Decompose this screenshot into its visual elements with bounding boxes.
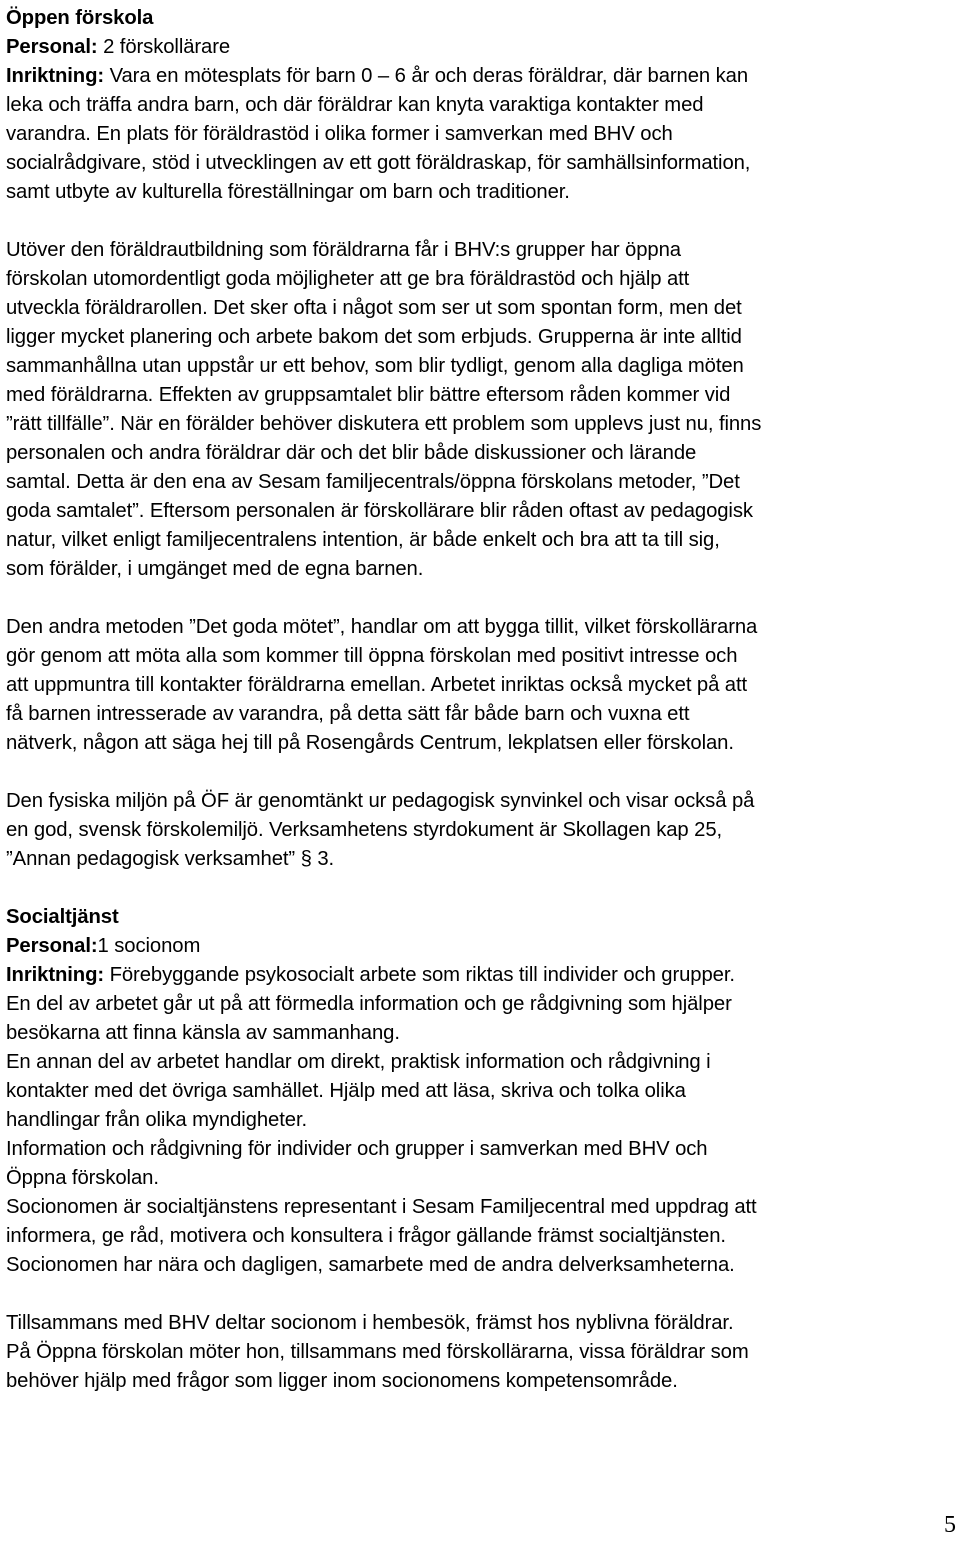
text-line: gör genom att möta alla som kommer till öppna förskolan med positivt intresse och: [6, 645, 738, 667]
text-line: ”rätt tillfälle”. När en förälder behöver diskutera ett problem som upplevs just nu, finns: [6, 413, 762, 435]
text-line: Socionomen är socialtjänstens representant i Sesam Familjecentral med uppdrag att: [6, 1196, 757, 1218]
text-line: Öppna förskolan.: [6, 1167, 159, 1189]
text-line: med föräldrarna. Effekten av gruppsamtalet blir bättre eftersom råden kommer vid: [6, 384, 731, 406]
paragraph-spacer: [6, 758, 958, 787]
text-line: informera, ge råd, motivera och konsultera i frågor gällande främst socialtjänsten.: [6, 1225, 726, 1247]
text-line: En del av arbetet går ut på att förmedla information och ge rådgivning som hjälper: [6, 993, 732, 1015]
focus-text: Förebyggande psykosocialt arbete som riktas till individer och grupper.: [104, 964, 735, 986]
focus-label: Inriktning:: [6, 964, 105, 986]
text-line: ligger mycket planering och arbete bakom det som erbjuds. Grupperna är inte alltid: [6, 326, 742, 348]
text-line: goda samtalet”. Eftersom personalen är förskollärare blir råden oftast av pedagogisk: [6, 500, 753, 522]
text-line: förskolan utomordentligt goda möjligheter att ge bra föräldrastöd och hjälp att: [6, 268, 690, 290]
text-line: En annan del av arbetet handlar om direkt, praktisk information och rådgivning i: [6, 1051, 711, 1073]
text-line: Utöver den föräldrautbildning som föräldrarna får i BHV:s grupper har öppna: [6, 239, 681, 261]
staff-label: Personal:: [6, 36, 98, 58]
text-line: kontakter med det övriga samhället. Hjälp med att läsa, skriva och tolka olika: [6, 1080, 686, 1102]
text-line: [6, 62, 958, 91]
focus-text: Vara en mötesplats för barn 0 – 6 år och deras föräldrar, där barnen kan: [104, 65, 748, 87]
text-line: socialrådgivare, stöd i utvecklingen av ett gott föräldraskap, för samhällsinformation,: [6, 152, 751, 174]
text-line: en god, svensk förskolemiljö. Verksamhetens styrdokument är Skollagen kap 25,: [6, 819, 723, 841]
paragraph-spacer: [6, 874, 958, 903]
text-line: natur, vilket enligt familjecentralens intention, är både enkelt och bra att ta till sig,: [6, 529, 720, 551]
text-line: nätverk, någon att säga hej till på Rosengårds Centrum, lekplatsen eller förskolan.: [6, 732, 734, 754]
text-line: Information och rådgivning för individer och grupper i samverkan med BHV och: [6, 1138, 708, 1160]
staff-label: Personal:: [6, 935, 98, 957]
text-line: få barnen intresserade av varandra, på detta sätt får både barn och vuxna ett: [6, 703, 690, 725]
text-line: samt utbyte av kulturella föreställningar om barn och traditioner.: [6, 181, 570, 203]
staff-value: 2 förskollärare: [97, 36, 231, 58]
text-line: Den fysiska miljön på ÖF är genomtänkt ur pedagogisk synvinkel och visar också på: [6, 790, 755, 812]
paragraph-spacer: [6, 584, 958, 613]
text-line: varandra. En plats för föräldrastöd i olika former i samverkan med BHV och: [6, 123, 673, 145]
focus-label: Inriktning:: [6, 65, 105, 87]
text-line: utveckla föräldrarollen. Det sker ofta i något som ser ut som spontan form, men det: [6, 297, 742, 319]
text-line: ”Annan pedagogisk verksamhet” § 3.: [6, 848, 335, 870]
text-line: att uppmuntra till kontakter föräldrarna emellan. Arbetet inriktas också mycket på att: [6, 674, 748, 696]
paragraph-spacer: [6, 1280, 958, 1309]
staff-line: [6, 33, 958, 62]
staff-value: 1 socionom: [97, 935, 201, 957]
document-page: [6, 4, 958, 1396]
text-line: leka och träffa andra barn, och där föräldrar kan knyta varaktiga kontakter med: [6, 94, 704, 116]
text-line: behöver hjälp med frågor som ligger inom socionomens kompetensområde.: [6, 1370, 678, 1392]
text-line: samtal. Detta är den ena av Sesam familjecentrals/öppna förskolans metoder, ”Det: [6, 471, 740, 493]
text-line: Socionomen har nära och dagligen, samarbete med de andra delverksamheterna.: [6, 1254, 735, 1276]
text-line: Tillsammans med BHV deltar socionom i hembesök, främst hos nyblivna föräldrar.: [6, 1312, 734, 1334]
text-line: Den andra metoden ”Det goda mötet”, handlar om att bygga tillit, vilket förskollärarna: [6, 616, 758, 638]
text-line: personalen och andra föräldrar där och det blir både diskussioner och lärande: [6, 442, 697, 464]
paragraph-spacer: [6, 207, 958, 236]
text-line: som förälder, i umgänget med de egna barnen.: [6, 558, 424, 580]
text-line: besökarna att finna känsla av sammanhang.: [6, 1022, 400, 1044]
staff-line: [6, 932, 958, 961]
text-line: [6, 961, 958, 990]
text-line: handlingar från olika myndigheter.: [6, 1109, 308, 1131]
text-line: sammanhållna utan uppstår ur ett behov, som blir tydligt, genom alla dagliga möten: [6, 355, 744, 377]
section-heading-socialtjanst: Socialtjänst: [6, 906, 119, 928]
text-line: På Öppna förskolan möter hon, tillsammans med förskollärarna, vissa föräldrar som: [6, 1341, 749, 1363]
page-number: 5: [944, 1512, 956, 1538]
section-heading-oppen-forskola: Öppen förskola: [6, 7, 154, 29]
